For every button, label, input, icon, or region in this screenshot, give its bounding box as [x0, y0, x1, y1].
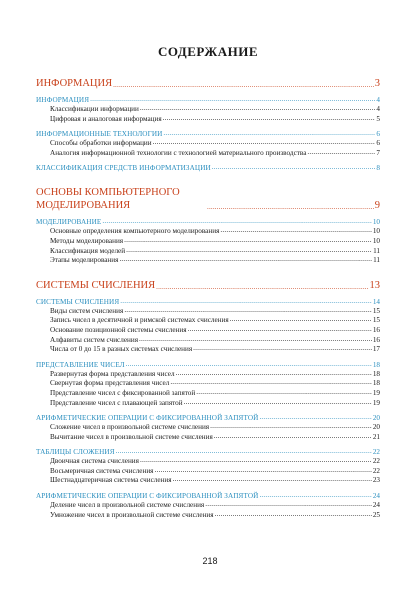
toc-item-page: 15 — [372, 306, 380, 315]
toc-chapter-title: ИНФОРМАЦИЯ — [36, 78, 113, 89]
toc-item-page: 11 — [373, 256, 380, 265]
toc-item-title: Классификации информации — [50, 105, 139, 113]
dot-leader — [259, 412, 371, 422]
toc-section-page: 20 — [372, 414, 380, 423]
toc-item-page: 5 — [376, 114, 380, 123]
toc-item-title: Аналогия информационной технологии с технологией материального производства — [50, 148, 307, 157]
toc-item[interactable] — [36, 399, 380, 409]
page-number: 218 — [202, 556, 218, 566]
toc-item-page: 20 — [372, 423, 380, 432]
toc-item-page: 22 — [372, 466, 380, 475]
toc-section-page: 4 — [376, 96, 380, 104]
toc-item-page: 23 — [372, 476, 380, 485]
dot-leader — [196, 388, 372, 398]
page-title: СОДЕРЖАНИЕ — [157, 44, 259, 59]
toc-item-page: 7 — [376, 148, 380, 157]
toc-item-title: Методы моделирования — [50, 236, 124, 245]
toc-item-title: Классификация моделей — [50, 246, 126, 255]
toc-chapter-title: СИСТЕМЫ СЧИСЛЕНИЯ — [36, 279, 156, 291]
toc-item-page: 10 — [372, 236, 380, 245]
toc-chapter-page: 9 — [374, 200, 380, 212]
toc-section-title: КЛАССИФИКАЦИЯ СРЕДСТВ ИНФОРМАТИЗАЦИИ — [36, 164, 211, 173]
toc-section-title: АРИФМЕТИЧЕСКИЕ ОПЕРАЦИИ С ФИКСИРОВАННОЙ ЗАПЯТОЙ — [36, 414, 259, 423]
toc-item-title: Двоичная система счисления — [50, 457, 139, 466]
toc-item-page: 4 — [376, 105, 380, 113]
toc-section-title: ИНФОРМАЦИЯ — [36, 96, 90, 104]
dot-leader — [102, 216, 371, 226]
dot-leader — [126, 246, 372, 256]
dot-leader — [119, 255, 372, 265]
dot-leader — [163, 128, 375, 138]
toc-item-page: 19 — [372, 388, 380, 397]
dot-leader — [90, 94, 375, 104]
toc-chapter[interactable] — [36, 279, 380, 292]
toc-item[interactable] — [36, 476, 380, 486]
toc-item-page: 16 — [372, 335, 380, 344]
toc-item-title: Основные определения компьютерного моделирования — [50, 227, 220, 236]
toc-item-title: Восьмеричная система счисления — [50, 466, 154, 475]
table-of-contents — [36, 77, 380, 520]
toc-item-title: Этапы моделирования — [50, 256, 119, 265]
dot-leader — [220, 226, 371, 236]
toc-item-title: Свернутая форма представления чисел — [50, 379, 170, 388]
toc-section-title: ПРЕДСТАВЛЕНИЕ ЧИСЕЛ — [36, 360, 125, 369]
toc-item-title: Развернутая форма представления чисел — [50, 369, 175, 378]
toc-item-title: Умножение чисел в произвольной системе счисления — [50, 510, 214, 519]
toc-item-page: 15 — [372, 316, 380, 325]
toc-chapter-page: 13 — [369, 279, 380, 291]
toc-section-page: 10 — [372, 218, 380, 227]
toc-item-page: 18 — [372, 379, 380, 388]
dot-leader — [188, 325, 372, 335]
toc-item-title: Шестнадцатеричная система счисления — [50, 476, 172, 485]
toc-section-title: ИНФОРМАЦИОННЫЕ ТЕХНОЛОГИИ — [36, 130, 163, 139]
toc-item-title: Виды систем счисления — [50, 306, 124, 315]
toc-item-title: Алфавиты систем счисления — [50, 335, 139, 344]
toc-section-page: 8 — [376, 164, 380, 173]
toc-chapter-page: 3 — [374, 78, 380, 89]
dot-leader — [207, 203, 374, 211]
toc-section-title: СИСТЕМЫ СЧИСЛЕНИЯ — [36, 297, 120, 306]
dot-leader — [124, 306, 372, 316]
dot-leader — [140, 456, 372, 466]
toc-section-page: 6 — [376, 130, 380, 139]
dot-leader — [163, 114, 376, 124]
toc-chapter-title: ОСНОВЫ КОМПЬЮТЕРНОГО МОДЕЛИРОВАНИЯ — [36, 187, 180, 212]
toc-chapter[interactable] — [36, 186, 380, 212]
dot-leader — [139, 335, 372, 345]
toc-section[interactable] — [36, 163, 380, 173]
toc-item[interactable] — [36, 256, 380, 266]
dot-leader — [176, 369, 372, 379]
toc-item-page: 17 — [372, 345, 380, 354]
dot-leader — [153, 138, 376, 148]
toc-item-title: Основание позиционной системы счисления — [50, 325, 187, 334]
dot-leader — [193, 344, 372, 354]
toc-section-page: 24 — [372, 492, 380, 501]
toc-item-page: 16 — [372, 325, 380, 334]
dot-leader — [140, 104, 376, 114]
toc-chapter[interactable] — [36, 77, 380, 90]
toc-section-page: 22 — [372, 448, 380, 457]
dot-leader — [230, 315, 372, 325]
dot-leader — [307, 148, 375, 158]
dot-leader — [120, 296, 372, 306]
toc-item[interactable] — [36, 511, 380, 521]
dot-leader — [155, 466, 372, 476]
toc-item-page: 24 — [372, 501, 380, 510]
toc-section-title: АРИФМЕТИЧЕСКИЕ ОПЕРАЦИИ С ФИКСИРОВАННОЙ ЗАПЯТОЙ — [36, 492, 259, 501]
toc-section-title: ТАБЛИЦЫ СЛОЖЕНИЯ — [36, 448, 115, 457]
dot-leader — [126, 359, 372, 369]
toc-item-page: 10 — [372, 227, 380, 236]
dot-leader — [170, 378, 372, 388]
dot-leader — [259, 490, 371, 500]
toc-item-title: Способы обработки информации — [50, 139, 152, 148]
toc-item-page: 18 — [372, 369, 380, 378]
dot-leader — [173, 475, 372, 485]
toc-item-title: Числа от 0 до 15 в разных системах счисления — [50, 345, 193, 354]
dot-leader — [212, 162, 376, 172]
dot-leader — [116, 446, 372, 456]
toc-item[interactable] — [36, 345, 380, 355]
toc-item[interactable] — [36, 433, 380, 443]
toc-item[interactable] — [36, 149, 380, 159]
toc-item-title: Вычитание чисел в произвольной системе счисления — [50, 432, 213, 441]
dot-leader — [184, 398, 372, 408]
toc-section-page: 14 — [372, 297, 380, 306]
dot-leader — [205, 500, 372, 510]
toc-item-page: 25 — [372, 510, 380, 519]
dot-leader — [124, 236, 372, 246]
toc-section-page: 18 — [372, 360, 380, 369]
toc-item[interactable] — [36, 115, 380, 125]
dot-leader — [113, 81, 374, 89]
toc-item-page: 21 — [372, 432, 380, 441]
dot-leader — [215, 510, 372, 520]
toc-item-title: Запись чисел в десятичной и римской системах счисления — [50, 316, 229, 325]
toc-item-title: Сложение чисел в произвольной системе счисления — [50, 423, 210, 432]
toc-item-title: Цифровая и аналоговая информация — [50, 114, 162, 123]
toc-item-title: Представление чисел с фиксированной запятой — [50, 388, 196, 397]
toc-item-page: 6 — [376, 139, 380, 148]
toc-item-title: Деление чисел в произвольной системе счисления — [50, 501, 205, 510]
dot-leader — [156, 283, 368, 291]
toc-item-page: 19 — [372, 398, 380, 407]
toc-section-title: МОДЕЛИРОВАНИЕ — [36, 218, 102, 227]
toc-item-title: Представление чисел с плавающей запятой — [50, 398, 183, 407]
toc-item-page: 11 — [373, 246, 380, 255]
toc-item-page: 22 — [372, 457, 380, 466]
dot-leader — [210, 422, 372, 432]
dot-leader — [214, 432, 372, 442]
